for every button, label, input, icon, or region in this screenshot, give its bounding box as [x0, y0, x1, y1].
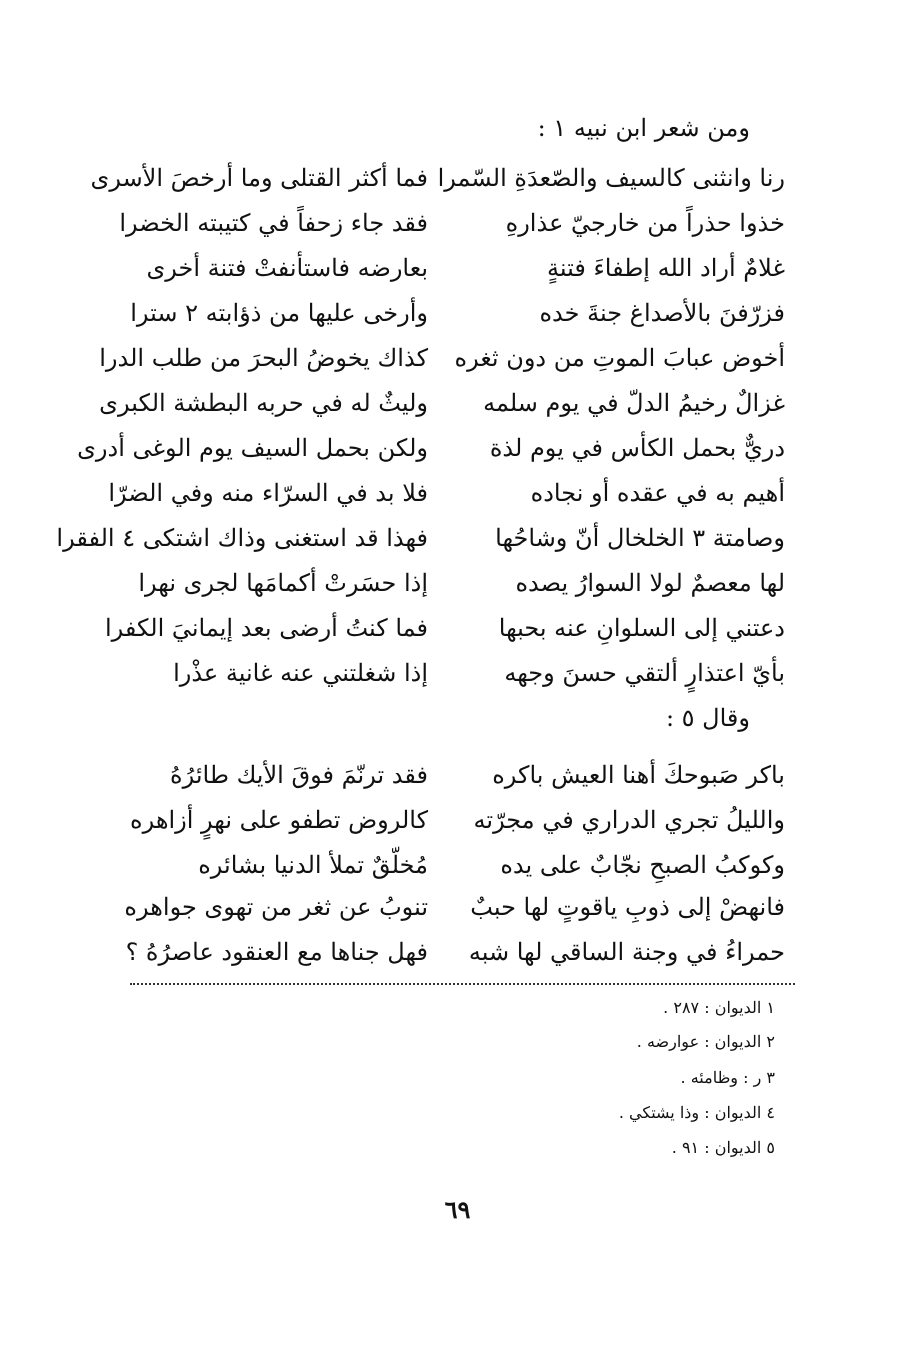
verse-1-left: فما أكثر القتلى وما أرخصَ الأسرى: [90, 164, 428, 192]
verse-7-left: ولكن بحمل السيف يوم الوغى أدرى: [77, 434, 428, 462]
footnote-5: ٥ الديوان : ٩١ .: [671, 1138, 775, 1157]
intro-heading-1: ومن شعر ابن نبيه ١ :: [537, 114, 750, 142]
verse-9-left: فهذا قد استغنى وذاك اشتكى ٤ الفقرا: [56, 524, 428, 552]
verse-8-left: فلا بد في السرّاء منه وفي الضرّا: [108, 479, 428, 507]
verse-15-left: مُخلّقٌ تملأ الدنيا بشائره: [198, 851, 428, 879]
verse-14-right: والليلُ تجري الدراري في مجرّته: [473, 806, 785, 834]
verse-17-left: فهل جناها مع العنقود عاصرُهُ ؟: [125, 938, 428, 966]
footnote-2: ٢ الديوان : عوارضه .: [636, 1032, 775, 1051]
verse-16-left: تنوبُ عن ثغر من تهوى جواهره: [124, 893, 428, 921]
verse-3-right: غلامٌ أراد الله إطفاءَ فتنةٍ: [547, 254, 785, 282]
verse-12-right: بأيّ اعتذارٍ ألتقي حسنَ وجهه: [504, 659, 785, 687]
page-number: ٦٩: [444, 1195, 471, 1224]
verse-5-left: كذاك يخوضُ البحرَ من طلب الدرا: [99, 344, 428, 372]
footnote-divider: [130, 983, 795, 985]
verse-10-right: لها معصمٌ لولا السوارُ يصده: [515, 569, 785, 597]
verse-2-left: فقد جاء زحفاً في كتيبته الخضرا: [119, 209, 428, 237]
verse-7-right: دريٌّ بحمل الكأس في يوم لذة: [489, 434, 785, 462]
verse-14-left: كالروض تطفو على نهرٍ أزاهره: [130, 806, 428, 834]
verse-1-right: رنا وانثنى كالسيف والصّعدَةِ السّمرا: [437, 164, 785, 192]
verse-10-left: إذا حسَرتْ أكمامَها لجرى نهرا: [138, 569, 428, 597]
footnote-4: ٤ الديوان : وذا يشتكي .: [618, 1103, 775, 1122]
verse-15-right: وكوكبُ الصبحِ نجّابٌ على يده: [500, 851, 785, 879]
verse-6-left: وليثٌ له في حربه البطشة الكبرى: [99, 389, 428, 417]
verse-13-right: باكر صَبوحكَ أهنا العيش باكره: [492, 761, 785, 789]
intro-heading-2: وقال ٥ :: [665, 704, 750, 732]
verse-17-right: حمراءُ في وجنة الساقي لها شبه: [468, 938, 785, 966]
verse-11-right: دعتني إلى السلوانِ عنه بحبها: [498, 614, 785, 642]
verse-4-left: وأرخى عليها من ذؤابته ٢ سترا: [130, 299, 428, 327]
footnote-1: ١ الديوان : ٢٨٧ .: [663, 998, 775, 1017]
verse-5-right: أخوض عبابَ الموتِ من دون ثغره: [454, 344, 785, 372]
verse-4-right: فزرّفنَ بالأصداغ جنةَ خده: [539, 299, 785, 327]
verse-8-right: أهيم به في عقده أو نجاده: [530, 479, 785, 507]
verse-16-right: فانهضْ إلى ذوبِ ياقوتٍ لها حببٌ: [470, 893, 785, 921]
verse-11-left: فما كنتُ أرضى بعد إيمانيَ الكفرا: [104, 614, 428, 642]
verse-9-right: وصامتة ٣ الخلخال أنّ وشاحُها: [495, 524, 785, 552]
verse-3-left: بعارضه فاستأنفتْ فتنة أخرى: [146, 254, 428, 282]
verse-2-right: خذوا حذراً من خارجيّ عذارهِ: [505, 209, 785, 237]
verse-13-left: فقد ترنّمَ فوقَ الأيك طائرُهُ: [170, 761, 428, 789]
verse-6-right: غزالٌ رخيمُ الدلّ في يوم سلمه: [483, 389, 785, 417]
verse-12-left: إذا شغلتني عنه غانية عذْرا: [173, 659, 428, 687]
footnote-3: ٣ ر : وظامئه .: [680, 1068, 775, 1087]
